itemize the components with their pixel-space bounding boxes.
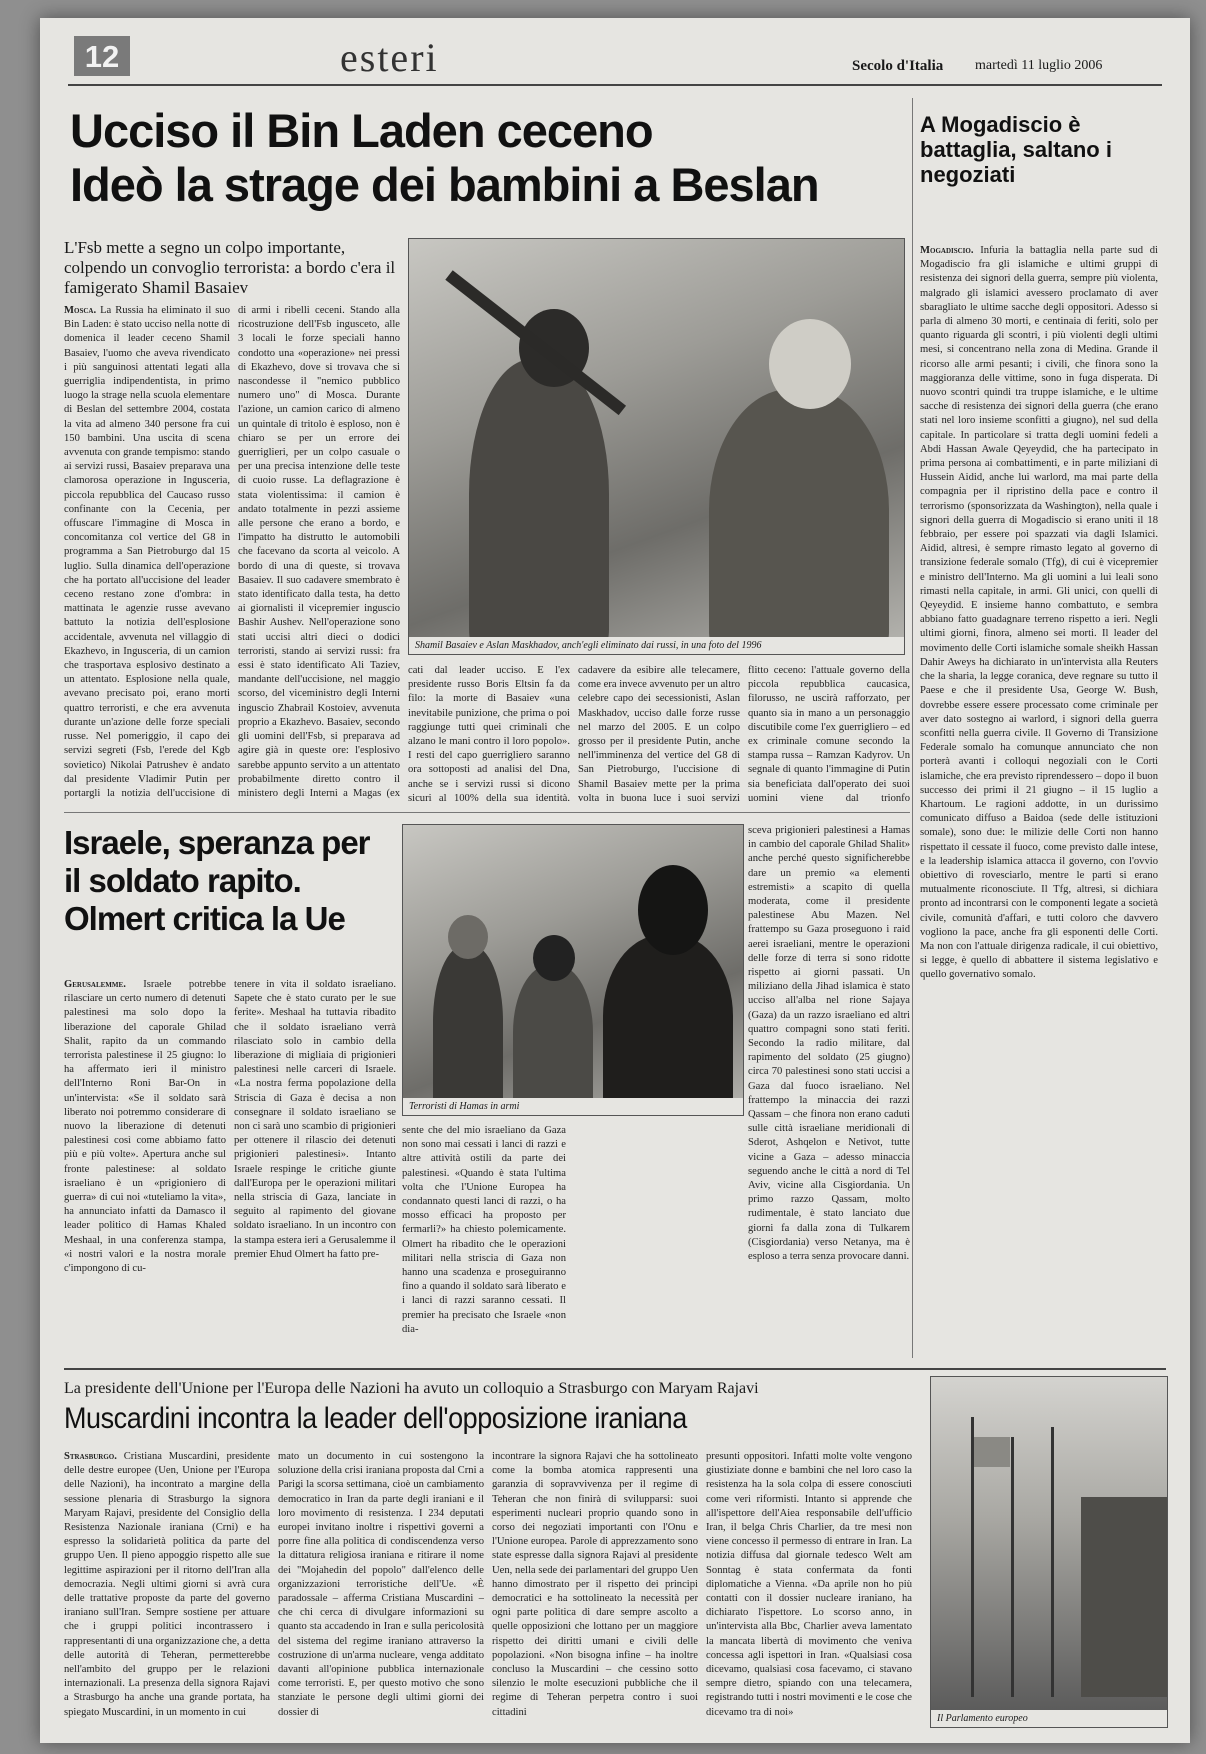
main-story-column-3 bbox=[408, 664, 570, 802]
israel-photo bbox=[402, 824, 744, 1116]
fighter-right-figure bbox=[709, 389, 889, 655]
bottom-column-1 bbox=[64, 1450, 270, 1732]
israel-column-1 bbox=[64, 978, 226, 1358]
header-rule bbox=[68, 84, 1162, 86]
bottom-column-2-text: mato un documento in cui sostengono la soluzione della crisi iraniana proposta dal Crni a Parigi la scorsa settimana, cioè un cambiamento democratico in Iran da parte degli iraniani e il loro movimento di resistenza. I 234 deputati europei invitano inoltre i rispettivi governi a porre fine alla politica di condiscendenza verso la dittatura religiosa iraniana e ritirare il nome dei "Mojahedin del popolo" dall'elenco delle organizzazioni terroristiche dell'Ue. «È paradossale – afferma Cristiana Muscardini – che chi cerca di divulgare informazioni su quanto sta accadendo in Iran e sulla pericolosità del sistema del regime iraniano attraverso la costruzione di un'arma nucleare, venga additato davanti all'opinione pubblica internazionale come terroristi. E, per questo motivo che sono stanziate le persone degli ultimi giorni dei dossier di bbox=[278, 1451, 484, 1718]
militant-2-figure bbox=[513, 965, 593, 1115]
israel-column-3-text: sente che del mio israeliano da Gaza non sono mai cessati i lanci di razzi e altre attività ostili da parte dei palestinesi. «Quando è stata l'ultima volta che l'Unione Europea ha condannato questi lanci di razzi, o ha mosso efficaci ha proposto per fermarli?» ha chiesto polemicamente. Olmert ha ribadito che le operazioni militari nella striscia di Gaza non hanno una scadenza e proseguiranno fino a quando il soldato sarà liberato e i lanci di razzi saranno cessati. Il premier ha precisato che Israele «non dia- bbox=[402, 1125, 566, 1335]
main-column-1-text: La Russia ha eliminato il suo Bin Laden: è stato ucciso nella notte di domenica il leader ceceno Shamil Basaiev, l'uomo che aveva rivendicato i più sanguinosi attentati legati alla guerriglia indipendentista, in primo luogo la strage nella scuola elementare di Beslan del settembre 2004, costata la vita ad almeno 340 persone fra cui 150 bambini. Una uscita di scena avvenuta con grande tempismo: stando ai servizi russi, Basaiev preparava una clamorosa operazione in Ingusceria, piccola repubblica del Caucaso russo confinante con la Cecenia, per offuscare l'immagine di Mosca in concomitanza col vertice del G8 in programma a San Pietroburgo dal 15 luglio. Sulla dinamica dell'operazione che ha portato all'uccisione del leader ceceno restano zone d'ombra: in mattinata le agenzie russe avevano battuto la notizia dell'esplosione accidentale, avvenuta nel villaggio di Ekazhevo, in Ingusceria, di un camion che trasportava esplosivo destinato a un attentato. Esplosione nella quale, avevano precisato poi, erano morti quattro terroristi, e che era avvenuta durante un'azione delle forze speciali russe. Nel pomeriggio, il capo dei servizi segreti (Fsb, l'erede del Kgb sovietico) Nikolai Patrushev è andato dal presidente Vladimir Putin per portargli la notizia dell'uccisione di bbox=[64, 305, 230, 799]
page-number-box bbox=[74, 36, 130, 76]
page-number: 12 bbox=[84, 39, 120, 74]
main-subtitle: L'Fsb mette a segno un colpo importante, colpendo un convoglio terrorista: a bordo c'era il famigerato Shamil Basaiev bbox=[64, 238, 396, 297]
section-name: esteri bbox=[340, 35, 439, 80]
building-shape bbox=[1081, 1497, 1167, 1697]
main-headline-line2: Ideò la strage dei bambini a Beslan bbox=[70, 158, 819, 211]
flag-pole-3 bbox=[1051, 1427, 1054, 1697]
main-story-column-4 bbox=[578, 664, 740, 802]
bottom-column-1-text: Cristiana Muscardini, presidente delle destre europee (Uen, Unione per l'Europa delle Nazioni), ha incontrato a margine della sessione plenaria di Strasburgo la signora Maryam Rajavi, presidente del Consiglio della Resistenza Nazionale iraniana (Crni) e ha espresso la solidarietà politica da parte del gruppo Uen. Il pieno appoggio rispetto alle sue legittime aspirazioni per il ritorno dell'Iran alla democrazia. Negli ultimi giorni si avrà cura delle trattative proposte da parte del governo iraniano sull'Iran. Sempre sostiene per attuare che i gruppi politici incontrassero i rappresentanti di una organizzazione che, a detta delle autorità di Teheran, permetterebbe nell'ambito del gruppo per le relazioni internazionali. La presenza della signora Rajavi a Strasburgo ha anche una grande portata, ha spiegato Muscardini, in un momento in cui bbox=[64, 1451, 270, 1718]
flag-shape bbox=[974, 1437, 1010, 1467]
main-photo bbox=[408, 238, 905, 655]
israel-column-1-text: Israele potrebbe rilasciare un certo numero di detenuti palestinesi ma solo dopo la liberazione del caporale Ghilad Shalit, rapito da un commando terrorista palestinese il 25 giugno: lo ha affermato ieri il ministro dell'Interno Roni Bar-On in un'intervista: «Se il soldato sarà liberato noi potremmo considerare di nuovo la liberazione di detenuti palestinesi così come abbiamo fatto più e più volte». Apertura anche sul fronte palestinese: al soldato israeliano è un «prigioniero di guerra» di cui noi «tuteliamo la vita», ha annunciato infatti da Damasco il leader politico di Hamas Khaled Meshaal, in una conferenza stampa, «i nostri valori e la nostra morale c'impongono di cu- bbox=[64, 979, 226, 1275]
fighter-right-head bbox=[769, 319, 851, 409]
israel-dateline: Gerusalemme. bbox=[64, 979, 144, 990]
main-story-column-5 bbox=[748, 664, 910, 802]
mid-rule bbox=[64, 812, 910, 813]
militant-2-head bbox=[533, 935, 575, 981]
militant-3-figure bbox=[603, 935, 733, 1115]
bottom-headline: Muscardini incontra la leader dell'opposizione iraniana bbox=[64, 1402, 687, 1435]
main-column-5-text: flitto ceceno: l'attuale governo della piccola repubblica caucasica, filorusso, ne uscirà rafforzato, per quanto sia in mano a un personaggio discutibile come l'ex guerrigliero – ed ex criminale comune secondo la stampa russa – Ramzan Kadyrov. Un segnale di quanto l'immagine di Putin sia beneficiata dall'operato dei suoi uomini viene dal trionfo bbox=[748, 665, 910, 802]
israel-column-4-text: sceva prigionieri palestinesi a Hamas in cambio del caporale Ghilad Shalit» anche perché questo significherebbe dare un premio «a elementi estremisti» a scapito di quella moderata, come il presidente palestinese Abu Mazen. Nel frattempo su Gaza proseguono i raid aerei israeliani, mentre le operazioni delle forze di terra si sono ridotte rispetto ai giorni passati. Un miliziano della Jihad islamica è stato ucciso all'alba nel rione Sajaya (Gaza) da un razzo israeliano ed altri quattro compagni sono stati feriti. Secondo la radio militare, dal rapimento del soldato (25 giugno) circa 70 palestinesi sono stati uccisi a Gaza dal fuoco israeliano. Nel frattempo la minaccia dei razzi Qassam – che finora non erano caduti sulle città israeliane meridionali di Sderot, Ashqelon e Netivot, tutte vicine a Gaza – adesso minaccia seguendo anche le città a nord di Tel Aviv, vicine alla Cisgiordania. Un primo razzo Qassam, molto rudimentale, è stato lanciato due giorni fa dalla zona di Tulkarem (Cisgiordania) verso Netanya, ma è esploso a terra senza provocare danni. bbox=[748, 825, 910, 1263]
parliament-photo-caption: Il Parlamento europeo bbox=[931, 1710, 1167, 1727]
bottom-column-2 bbox=[278, 1450, 484, 1732]
bottom-dateline: Strasburgo. bbox=[64, 1451, 124, 1462]
bottom-kicker: La presidente dell'Unione per l'Europa delle Nazioni ha avuto un colloquio a Strasburgo con Maryam Rajavi bbox=[64, 1380, 759, 1397]
sidebar-headline: A Mogadiscio è battaglia, saltano i negoziati bbox=[920, 112, 1112, 187]
bottom-column-3 bbox=[492, 1450, 698, 1732]
bottom-rule bbox=[64, 1368, 1166, 1370]
main-headline-line1: Ucciso il Bin Laden ceceno bbox=[70, 104, 653, 157]
main-photo-caption: Shamil Basaiev e Aslan Maskhadov, anch'egli eliminato dai russi, in una foto del 1996 bbox=[409, 637, 904, 654]
main-story-column-2 bbox=[238, 304, 400, 802]
main-dateline: Mosca. bbox=[64, 305, 101, 316]
fighter-left-figure bbox=[469, 359, 609, 655]
newspaper-name: Secolo d'Italia bbox=[852, 58, 944, 74]
israel-photo-caption: Terroristi di Hamas in armi bbox=[403, 1098, 743, 1115]
militant-3-head bbox=[638, 865, 708, 955]
militant-1-figure bbox=[433, 945, 503, 1115]
sidebar-rule bbox=[912, 98, 913, 1358]
militant-1-head bbox=[448, 915, 488, 959]
main-column-3-text: cati dal leader ucciso. E l'ex presidente russo Boris Eltsin fa da filo: la morte di Basaiev «una inevitabile punizione, che prima o poi raggiunge tutti quei criminali che alzano le mani contro il loro popolo». I resti del capo guerrigliero saranno ora sottoposti ad analisi del Dna, anche se i servizi russi si dicono sicuri al 100% della sua identità. bbox=[408, 665, 570, 802]
main-story-column-1 bbox=[64, 304, 230, 802]
israel-column-4 bbox=[574, 1124, 738, 1358]
parliament-photo bbox=[930, 1376, 1168, 1728]
bottom-column-4 bbox=[706, 1450, 912, 1732]
main-column-2-text: di armi i ribelli ceceni. Stando alla ricostruzione dell'Fsb ingusceto, alle 3 locali le forze speciali hanno condotto una «operazione» nei pressi di Ekazhevo, dove si trovava che si nascondesse il "nemico pubblico numero uno" di Mosca. Durante l'azione, un camion carico di almeno un quintale di tritolo è esploso, non è chiaro se per un errore dei guerriglieri, per un colpo casuale o per una precisa intenzione delle teste di cuoio russe. La deflagrazione è stata violentissima: il camion è andato totalmente in pezzi assieme alle persone che erano a bordo, e l'impatto ha distrutto le automobili che facevano da scorta al veicolo. A bordo di una di queste, si trovava Basaiev. Il suo cadavere smembrato è stato identificato dalla testa, ha detto ai giornalisti il vicepremier inguscio Bashir Aushev. Nell'operazione sono stati uccisi altri dieci o dodici terroristi, stando ai servizi russi: fra essi è stato identificato Ali Taziev, mandante dell'uccisione, nel maggio scorso, del viceministro degli Interni inguscio Zhabrail Kostoiev, avvenuta proprio a Ekazhevo. Basaiev, secondo gli uomini dell'Fsb, si preparava ad agire già in queste ore: l'esplosivo sarebbe appunto servito a un attentato probabilmente diretto contro il ministero degli Interni a Magas (ex bbox=[238, 305, 400, 799]
israel-column-2-text: tenere in vita il soldato israeliano. Sapete che è stato curato per le sue ferite». Meshaal ha tuttavia ribadito che il soldato israeliano verrà rilasciato solo in cambio della liberazione di migliaia di prigionieri palestinesi nelle carceri di Israele. «La nostra ferma popolazione della Striscia di Gaza è decisa a non consegnare il soldato israeliano se non ci sarà uno scambio di prigionieri per ottenere il rilascio dei detenuti prigionieri palestinesi». Intanto Israele respinge le critiche giunte dall'Europa per le operazioni militari nella striscia di Gaza, lanciate in seguito al rapimento del giovane soldato israeliano. In un incontro con la stampa estera ieri a Gerusalemme il premier Ehud Olmert ha fatto pre- bbox=[234, 979, 396, 1260]
flag-pole-2 bbox=[1011, 1437, 1014, 1697]
newspaper-page bbox=[40, 18, 1190, 1743]
sidebar-column bbox=[920, 244, 1158, 1352]
israel-headline: Israele, speranza per il soldato rapito. Olmert critica la Ue bbox=[64, 824, 370, 937]
sidebar-dateline: Mogadiscio. bbox=[920, 245, 981, 256]
israel-column-2 bbox=[234, 978, 396, 1358]
sidebar-text: Infuria la battaglia nella parte sud di Mogadiscio fra gli islamiche e ultimi gruppi di resistenza dei signori della guerra, sempre più violenta, malgrado gli islamici avessero proclamato di aver sbaragliato le ultime sacche degli oppositori. Adesso si parla di almeno 30 morti, e centinaia di feriti, solo per quanto riguarda gli scontri, i più violenti degli ultimi mesi, si concentrano nella zona di Medina. Grande il ricorso alle armi pesanti; i civili, che finora sono la maggioranza delle vittime, sono in fuga disperata. Di nuovo scontri quindi tra truppe islamiche, e le ultime sacche di resistenza dei signori della guerra (che erano stati nel loro insieme sconfitti a giugno), nel sud della capitale. In particolare si tratta degli uomini fedeli a Abdi Hassan Awale Qeyeydid, che ha partecipato in prima persona ai combattimenti, e in parte miliziani di Hussein Aidid, anche lui warlord, ma mai parte della compagnia per il ripristino della pace e contro il terrorismo (sponsorizzata da Washington), nella quale i signori della guerra di Mogadiscio si erano uniti il 18 febbraio, per essere poi spazzati via dagli Islamici. Aidid, altresì, è sempre rimasto legato al governo di transizione federale somalo (Tfg), di cui è vicepremier e ministro dell'Interno. Ma gli uomini a lui leali sono rimasti nella capitale, in armi. Gli unici, con quelli di Qeyeydid. E insieme hanno combattuto, e sembra abbiano fatto guadagnare terreno rispetto a ieri. Negli ultimi giorni, finora, almeno sei morti. Il leader del movimento delle Corti islamiche somale sheikh Hassan Dahir Aweys ha dichiarato in un'intervista alla Reuters che la sharia, la legge coranica, deve regnare su tutto il Paese e che il presidente Usa, George W. Bush, dovrebbe essere essere processato come criminale per aver dato sostegno ai warlord, i signori della guerra sconfitti nella guerra civile. Il Governo di Transizione Federale somalo ha comunque annunciato che non porterà avanti i colloqui negoziali con le Corti islamiche, che era previsto riprendessero – dopo il buon successo dei primi il 21 giugno – il 15 luglio a Khartoum. Le ragioni addotte, in un durissimo comunicato diffuso a Baidoa (sede delle istituzioni somale), sono due: le milizie delle Corti non hanno rispettato il cessate il fuoco, come previsto dalle intese, e la leadership islamica attacca il governo, con l'ovvio obiettivo di rovesciarlo, mentre le parti si erano mutualmente riconosciute. Il Tfg, altresì, si dichiara pronto ad incontrarsi con le componenti legate a società civile, comunità d'affari, e tutti coloro che davvero vogliono la pace, anche fra gli esponenti delle Corti. Ma non con l'attuale dirigenza radicale, il cui obiettivo, si legge, è quello di abbattere il sistema legislativo e quello governativo somalo. bbox=[920, 245, 1158, 981]
bottom-column-3-text: incontrare la signora Rajavi che ha sottolineato come la bomba atomica rappresenti una garanzia di sopravvivenza per il regime di Teheran che non finirà di svilupparsi: suoi esperimenti nucleari proprio quando sono in corso dei negoziati importanti con l'Onu e l'Unione europea. Parole di apprezzamento sono state espresse dalla signora Rajavi al presidente Uen, nella sede dei parlamentari del gruppo Uen hanno dimostrato per il rispetto dei principi democratici e ha sottolineato la necessità per ogni parte politica di dare sempre ascolto a quelle opposizioni che lottano per un maggiore rispetto dei diritti umani e civili delle popolazioni. «Non bisogna infine – ha inoltre concluso la Muscardini – che cessino sotto silenzio le molte esecuzioni pubbliche che il regime di Teheran perpetra contro i suoi cittadini bbox=[492, 1451, 698, 1718]
issue-date: martedì 11 luglio 2006 bbox=[975, 58, 1103, 73]
bottom-column-4-text: presunti oppositori. Infatti molte volte vengono giustiziate donne e bambini che nel loro caso la resistenza ha la sola colpa di essere conosciuti come veri riformisti. Intanto si apprende che all'ispettore dell'Aiea responsabile dell'ufficio Iran, il belga Chris Charlier, da tre mesi non viene concesso il permesso di entrare in Iran. La notizia diffusa dal giornale tedesco Welt am Sonntag è stata confermata da fonti diplomatiche a Vienna. «Da aprile non ho più contatti con il dossier nucleare iraniano, ha dichiarato l'ispettore. Lo scorso anno, in un'intervista alla Bbc, Charlier aveva lamentato la mancata libertà di movimento che veniva concessa agli ispettori in Iran. «Qualsiasi cosa dicevamo, qualsiasi cosa facevamo, ci stavano sempre dietro, spiando con una telecamera, registrando tutti i nostri movimenti e le cose che dicevamo tra di noi» bbox=[706, 1451, 912, 1718]
israel-column-5 bbox=[748, 824, 910, 1358]
main-column-4-text: cadavere da esibire alle telecamere, come era invece avvenuto per un altro celebre capo dei secessionisti, Aslan Maskhadov, ucciso dalle forze russe nel marzo del 2005. E un colpo grosso per il presidente Putin, anche nell'imminenza del vertice del G8 di San Pietroburgo, l'uccisione di Shamil Basaiev mette per la prima volta in buona luce i suoi servizi bbox=[578, 665, 740, 802]
israel-column-3 bbox=[402, 1124, 566, 1358]
